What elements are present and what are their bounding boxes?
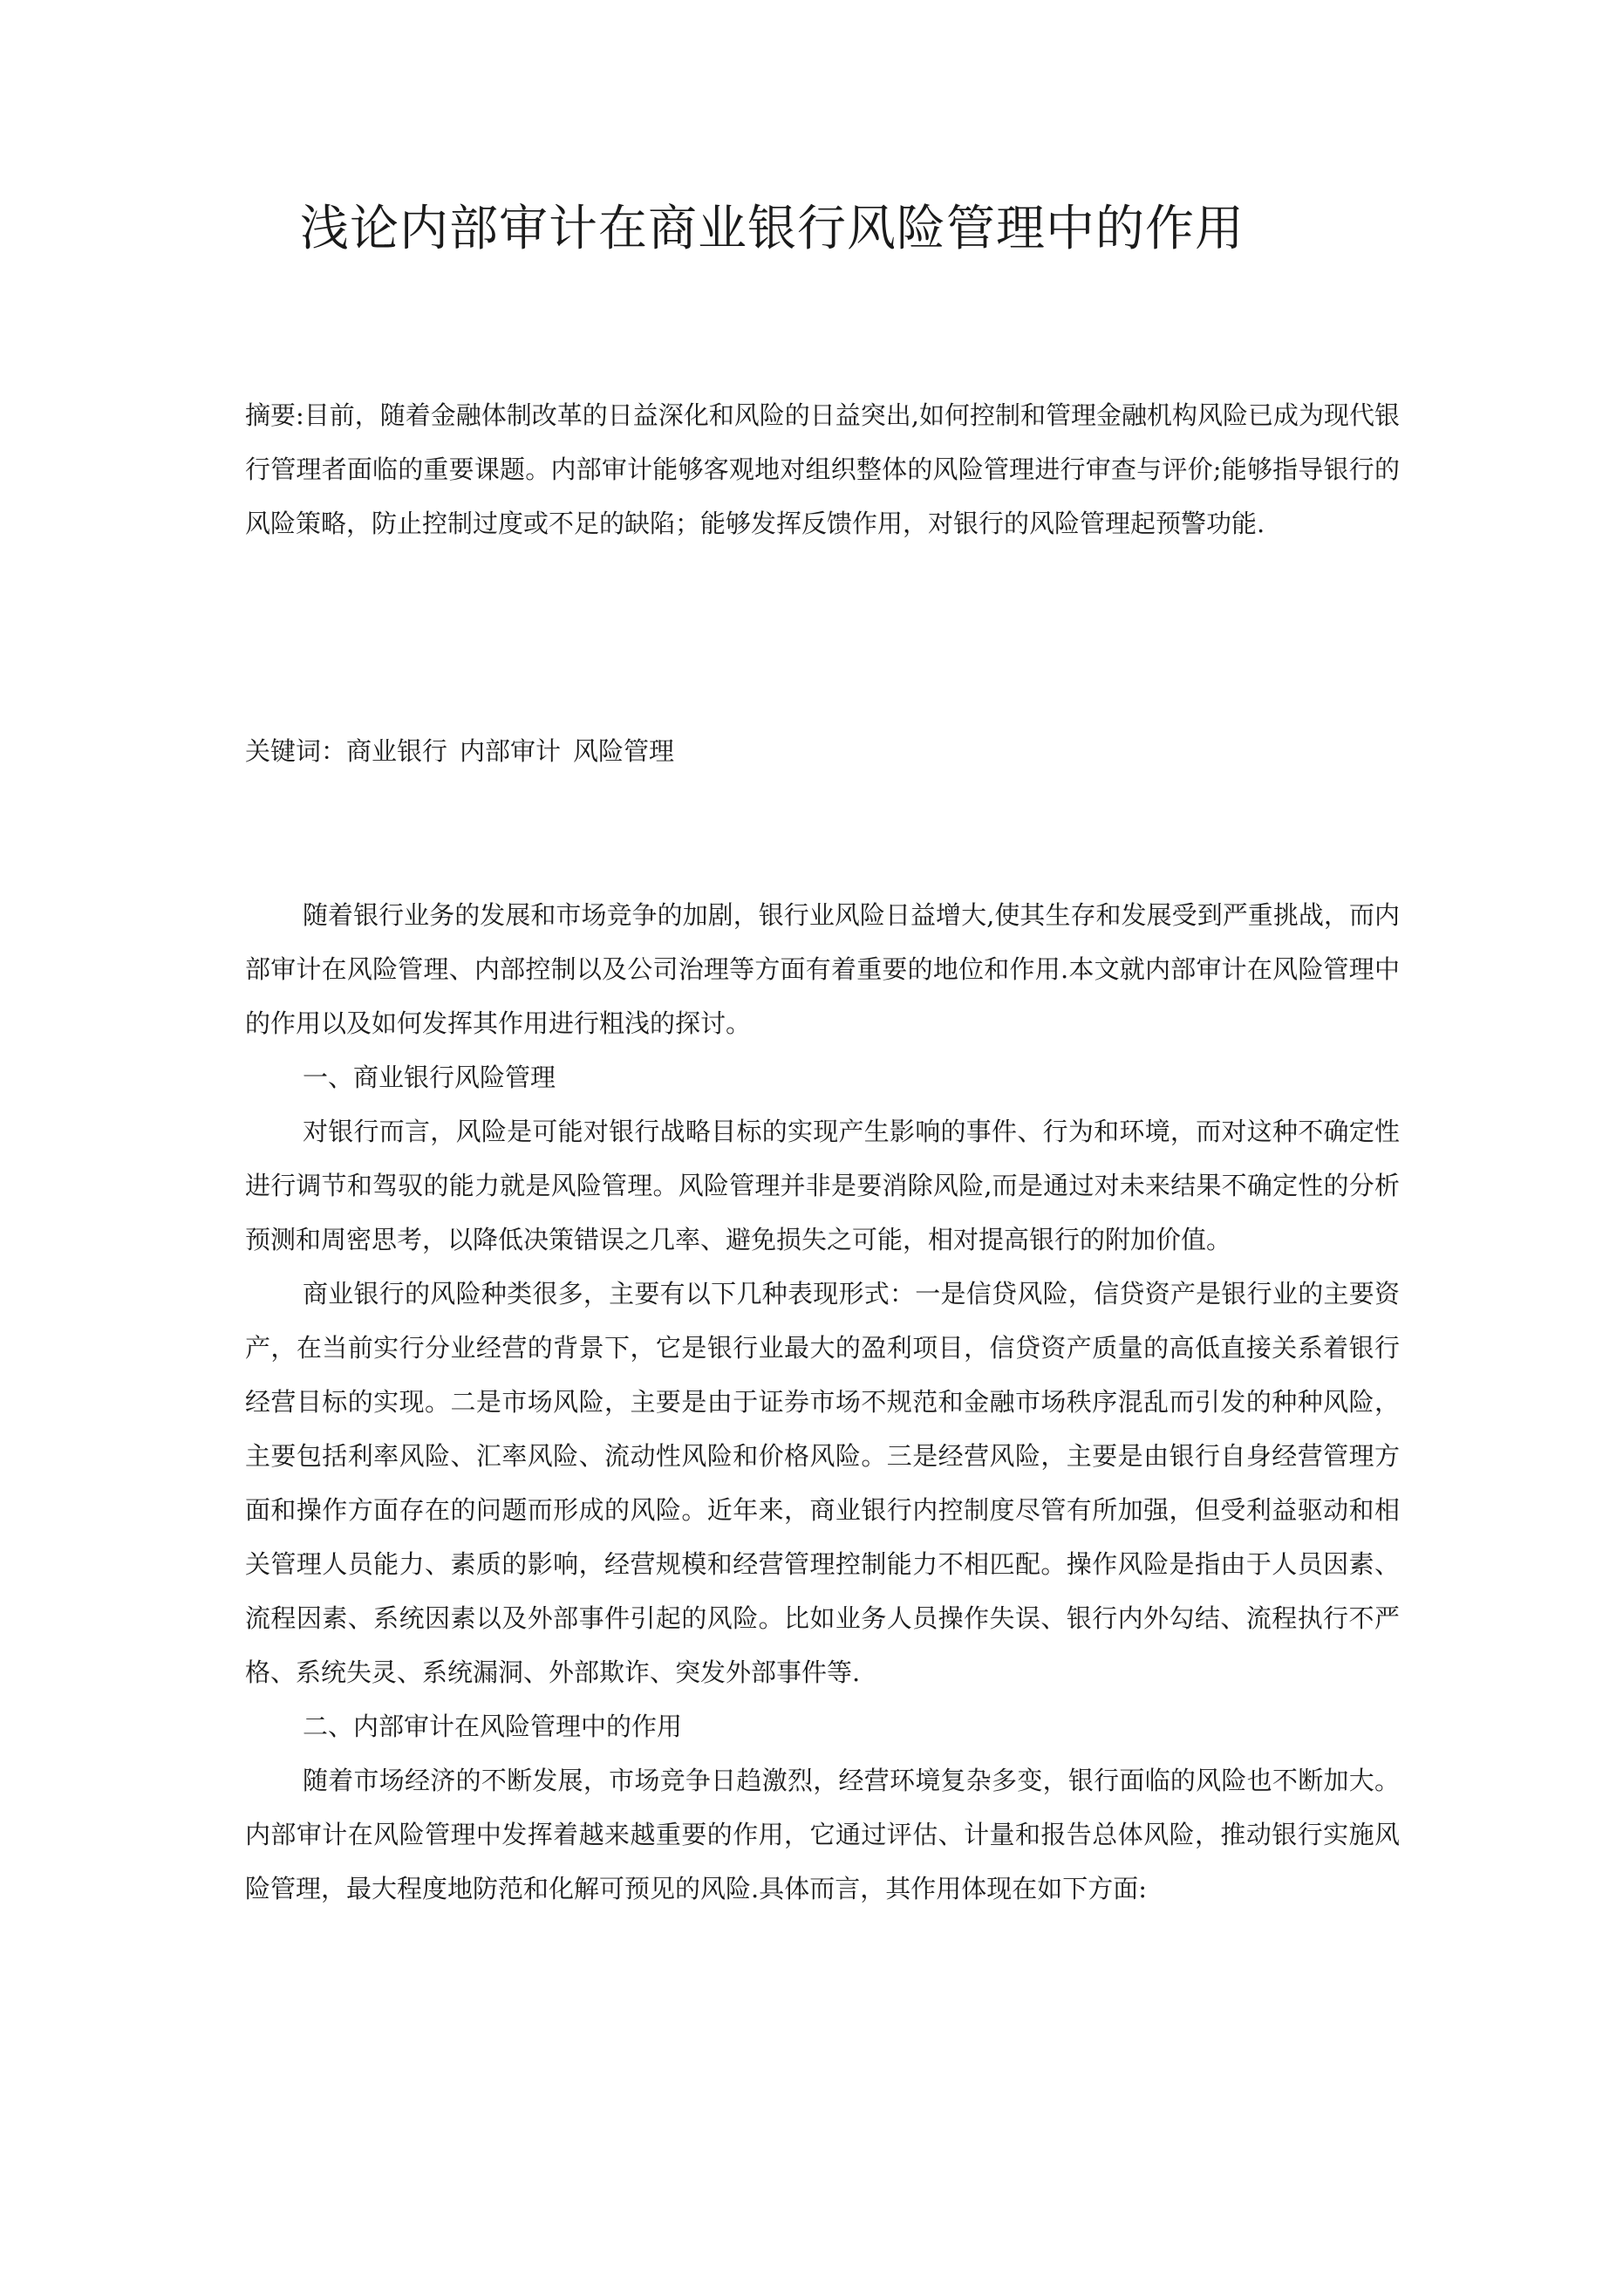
intro-paragraph: 随着银行业务的发展和市场竞争的加剧，银行业风险日益增大,使其生存和发展受到严重挑战，而内部审计在风险管理、内部控制以及公司治理等方面有着重要的地位和作用.本文就内部审计在风险管理中的作用以及如何发挥其作用进行粗浅的探讨。 <box>245 900 1400 1038</box>
document-title: 浅论内部审计在商业银行风险管理中的作用 <box>300 201 1245 257</box>
body-paragraph: 商业银行的风险种类很多，主要有以下几种表现形式：一是信贷风险，信贷资产是银行业的主要资产，在当前实行分业经营的背景下，它是银行业最大的盈利项目，信贷资产质量的高低直接关系着银行经营目标的实现。二是市场风险，主要是由于证券市场不规范和金融市场秩序混乱而引发的种种风险，主要包括利率风险、汇率风险、流动性风险和价格风险。三是经营风险，主要是由银行自身经营管理方面和操作方面存在的问题而形成的风险。近年来，商业银行内控制度尽管有所加强，但受利益驱动和相关管理人员能力、素质的影响，经营规模和经营管理控制能力不相匹配。操作风险是指由于人员因素、流程因素、系统因素以及外部事件引起的风险。比如业务人员操作失误、银行内外勾结、流程执行不严格、系统失灵、系统漏洞、外部欺诈、突发外部事件等. <box>245 1279 1400 1687</box>
section-heading: 二、内部审计在风险管理中的作用 <box>303 1712 683 1741</box>
section-heading: 一、商业银行风险管理 <box>303 1063 556 1092</box>
keywords-line <box>245 724 1400 778</box>
keyword-item: 内部审计 <box>460 736 562 766</box>
keyword-item: 商业银行 <box>346 736 448 766</box>
body-paragraph: 对银行而言，风险是可能对银行战略目标的实现产生影响的事件、行为和环境，而对这种不确定性进行调节和驾驭的能力就是风险管理。风险管理并非是要消除风险,而是通过对未来结果不确定性的分析预测和周密思考，以降低决策错误之几率、避免损失之可能，相对提高银行的附加价值。 <box>245 1117 1400 1254</box>
body-paragraph: 随着市场经济的不断发展，市场竞争日趋激烈，经营环境复杂多变，银行面临的风险也不断加大。内部审计在风险管理中发挥着越来越重要的作用，它通过评估、计量和报告总体风险，推动银行实施风险管理，最大程度地防范和化解可预见的风险.具体而言，其作用体现在如下方面: <box>245 1766 1400 1903</box>
abstract-paragraph: 摘要:目前，随着金融体制改革的日益深化和风险的日益突出,如何控制和管理金融机构风险已成为现代银行管理者面临的重要课题。内部审计能够客观地对组织整体的风险管理进行审查与评价;能够指导银行的风险策略，防止控制过度或不足的缺陷；能够发挥反馈作用，对银行的风险管理起预警功能. <box>245 400 1400 538</box>
keyword-item: 风险管理 <box>573 736 675 766</box>
keywords-label: 关键词： <box>245 736 347 766</box>
document-body <box>245 888 1400 1916</box>
